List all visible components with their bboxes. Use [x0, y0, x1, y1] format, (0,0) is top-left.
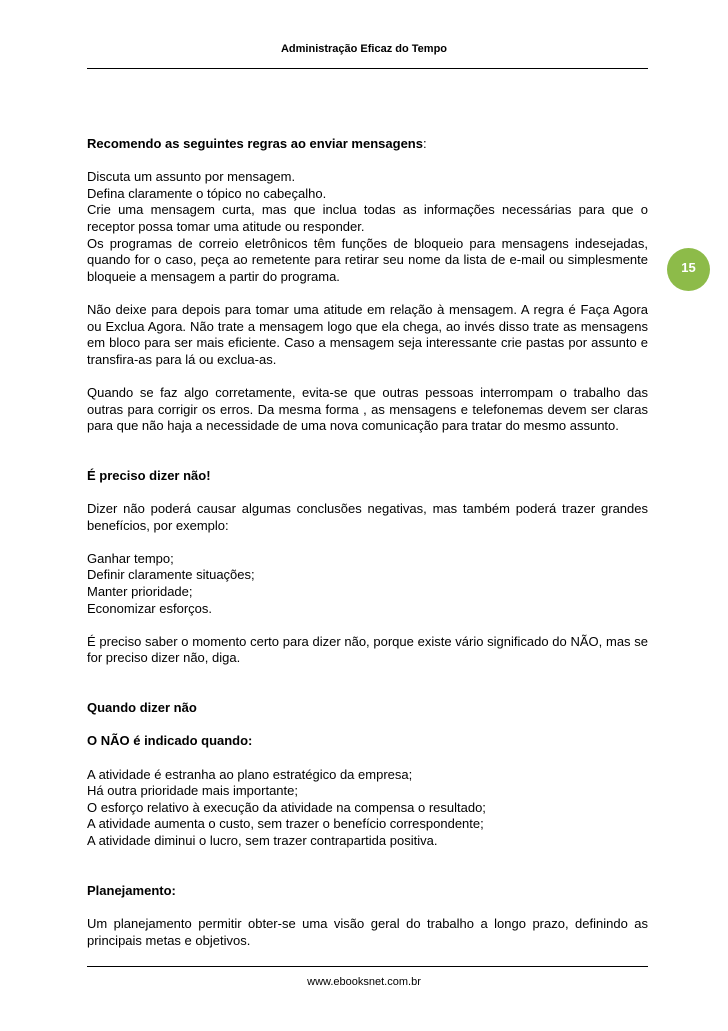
list-item: O esforço relativo à execução da atividade na compensa o resultado;	[87, 799, 486, 815]
paragraph: Quando se faz algo corretamente, evita-se que outras pessoas interrompam o trabalho das outras para corrigir os erros. Da mesma forma , as mensagens e telefonemas devem ser claras para que não haja a necessidade de uma nova comunicação para tratar do mesmo assunto.	[87, 384, 648, 434]
rule-line: Crie uma mensagem curta, mas que inclua todas as informações necessárias para que o receptor possa tomar uma atitude ou responder.	[87, 202, 648, 234]
page-number-badge: 15	[667, 248, 710, 291]
list-item: Há outra prioridade mais importante;	[87, 783, 298, 799]
footer-rule	[87, 966, 648, 967]
subheading: O NÃO é indicado quando:	[87, 733, 253, 749]
section-heading-planning: Planejamento:	[87, 882, 176, 898]
running-header-title: Administração Eficaz do Tempo	[280, 43, 448, 55]
list-item: Economizar esforços.	[87, 600, 212, 616]
list-item: Definir claramente situações;	[87, 567, 255, 583]
rule-line: Discuta um assunto por mensagem.	[87, 169, 296, 185]
section-heading-when: Quando dizer não	[87, 700, 197, 716]
rule-line: Defina claramente o tópico no cabeçalho.	[87, 185, 327, 201]
paragraph: Dizer não poderá causar algumas conclusões negativas, mas também poderá trazer grandes benefícios, por exemplo:	[87, 501, 648, 533]
list-item: A atividade diminui o lucro, sem trazer contrapartida positiva.	[87, 832, 438, 848]
header-rule	[87, 68, 648, 69]
paragraph: Não deixe para depois para tomar uma atitude em relação à mensagem. A regra é Faça Agora ou Exclua Agora. Não trate a mensagem logo que ela chega, ao invés disso trate as mensagens em bloco para ser mais eficiente. Caso a mensagem seja interessante crie pastas por assunto e transfira-as para lá ou exclua-as.	[87, 301, 648, 367]
section-heading-say-no: É preciso dizer não!	[87, 467, 211, 483]
page-body	[87, 136, 648, 949]
rule-line: Os programas de correio eletrônicos têm funções de bloqueio para mensagens indesejadas, quando for o caso, peça ao remetente para retirar seu nome da lista de e-mail ou simplesmente bloqueie a mensagem a partir do programa.	[87, 235, 648, 284]
list-item: Manter prioridade;	[87, 584, 193, 600]
footer-url: www.ebooksnet.com.br	[307, 976, 421, 988]
paragraph: Um planejamento permitir obter-se uma visão geral do trabalho a longo prazo, definindo as principais metas e objetivos.	[87, 915, 648, 948]
list-item: Ganhar tempo;	[87, 550, 174, 566]
rules-heading: Recomendo as seguintes regras ao enviar mensagens:	[87, 136, 427, 151]
list-item: A atividade aumenta o custo, sem trazer o benefício correspondente;	[87, 816, 484, 832]
list-item: A atividade é estranha ao plano estratégico da empresa;	[87, 766, 413, 782]
paragraph: É preciso saber o momento certo para dizer não, porque existe vário significado do NÃO, mas se for preciso dizer não, diga.	[87, 633, 648, 666]
